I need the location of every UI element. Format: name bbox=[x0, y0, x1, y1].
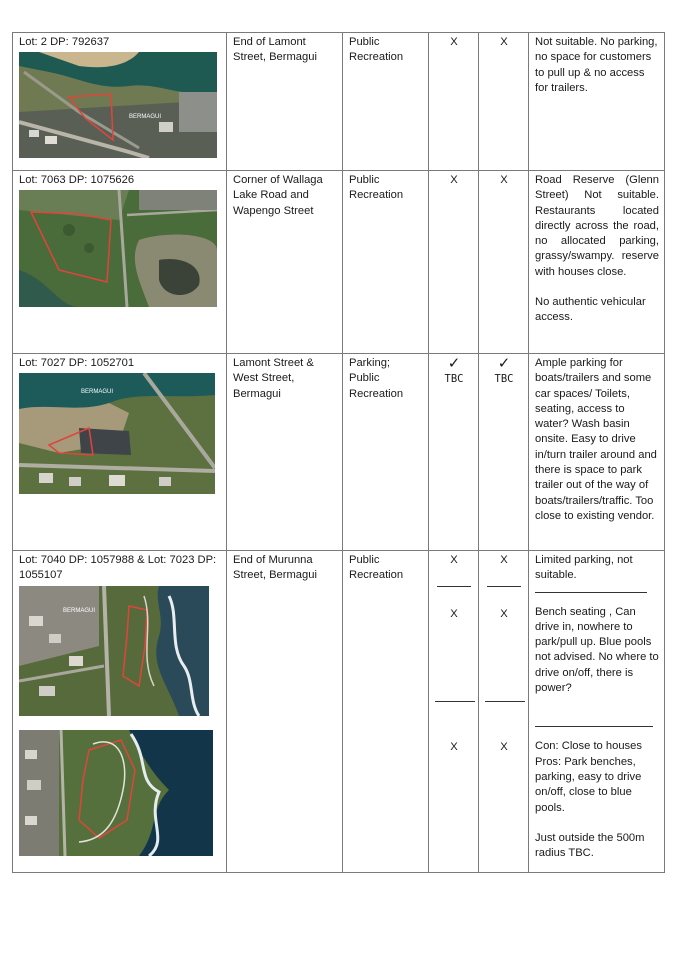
lot-number: Lot: 2 DP: 792637 bbox=[19, 36, 110, 48]
location-cell: End of Murunna Street, Bermagui bbox=[227, 551, 343, 873]
criteria-mark-cell bbox=[429, 354, 479, 551]
criteria-mark: X bbox=[450, 740, 458, 753]
lot-number: Lot: 7040 DP: 1057988 & Lot: 7023 DP: 1055107 bbox=[19, 554, 217, 582]
lot-cell bbox=[13, 33, 227, 171]
comments-cell: Ample parking for boats/trailers and some car spaces/ Toilets, seating, access to water? Wash basin onsite. Easy to drive in/turn trailer around and there is space to park trailer out of the way of boats/trailers/traffic. Too close to existing vendor. bbox=[529, 354, 665, 551]
comments-cell: Not suitable. No parking, no space for customers to pull up & no access for trailers. bbox=[529, 33, 665, 171]
tbc-note: TBC bbox=[444, 373, 464, 385]
criteria-mark-cell bbox=[479, 551, 529, 873]
zoning-cell: Public Recreation bbox=[343, 171, 429, 354]
comments-text: Limited parking, not suitable. bbox=[535, 554, 633, 582]
comments-text: Road Reserve (Glenn Street) Not suitable. Restaurants located directly across the road, no allocated parking, grassy/swampy. reserve with houses close. bbox=[535, 174, 659, 278]
tbc-note: TBC bbox=[494, 373, 514, 385]
zoning-cell: Public Recreation bbox=[343, 551, 429, 873]
lot-cell bbox=[13, 354, 227, 551]
table-row bbox=[13, 354, 665, 551]
table-row bbox=[13, 551, 665, 873]
criteria-mark-cell bbox=[429, 551, 479, 873]
criteria-mark: X bbox=[500, 554, 508, 566]
table-row bbox=[13, 171, 665, 354]
map-label: BERMAGUI bbox=[81, 389, 114, 396]
comments-text: Bench seating , Can drive in, nowhere to park/pull up. Blue pools not advised. No where to drive on/off, there is power? bbox=[535, 605, 659, 695]
comments-text: No authentic vehicular access. bbox=[535, 296, 646, 324]
comments-cell bbox=[529, 171, 665, 354]
criteria-mark: X bbox=[500, 608, 508, 621]
location-cell: Lamont Street & West Street, Bermagui bbox=[227, 354, 343, 551]
separator-line bbox=[437, 586, 471, 587]
criteria-mark-cell bbox=[479, 354, 529, 551]
map-label: BERMAGUI bbox=[63, 607, 96, 614]
map-label: BERMAGUI bbox=[129, 114, 162, 121]
comments-text: Pros: Park benches, parking, easy to drive on/off, close to blue pools. bbox=[535, 755, 642, 814]
separator-line bbox=[535, 726, 653, 727]
aerial-map-image-2 bbox=[19, 730, 213, 856]
location-cell: Corner of Wallaga Lake Road and Wapengo Street bbox=[227, 171, 343, 354]
criteria-mark-cell: X bbox=[479, 33, 529, 171]
check-icon: ✓ bbox=[497, 355, 511, 372]
lot-number: Lot: 7027 DP: 1052701 bbox=[19, 357, 135, 369]
zoning-cell: Public Recreation bbox=[343, 33, 429, 171]
aerial-map-image bbox=[19, 373, 215, 494]
lot-cell bbox=[13, 171, 227, 354]
sites-table bbox=[12, 32, 665, 873]
separator-line bbox=[485, 701, 525, 702]
comments-cell bbox=[529, 551, 665, 873]
aerial-map-image bbox=[19, 586, 209, 716]
comments-text: Con: Close to houses bbox=[535, 740, 642, 753]
criteria-mark: X bbox=[500, 740, 508, 753]
criteria-mark: X bbox=[450, 608, 458, 621]
lot-number: Lot: 7063 DP: 1075626 bbox=[19, 174, 135, 186]
criteria-mark-cell: X bbox=[429, 33, 479, 171]
check-icon: ✓ bbox=[447, 355, 461, 372]
aerial-map-image bbox=[19, 190, 217, 307]
criteria-mark-cell: X bbox=[479, 171, 529, 354]
table-row bbox=[13, 33, 665, 171]
separator-line bbox=[487, 586, 521, 587]
criteria-mark: X bbox=[450, 554, 458, 566]
aerial-map-image bbox=[19, 52, 217, 158]
separator-line bbox=[535, 592, 647, 593]
location-cell: End of Lamont Street, Bermagui bbox=[227, 33, 343, 171]
lot-cell bbox=[13, 551, 227, 873]
comments-text: Just outside the 500m radius TBC. bbox=[535, 831, 645, 860]
zoning-cell: Parking; Public Recreation bbox=[343, 354, 429, 551]
separator-line bbox=[435, 701, 475, 702]
criteria-mark-cell: X bbox=[429, 171, 479, 354]
